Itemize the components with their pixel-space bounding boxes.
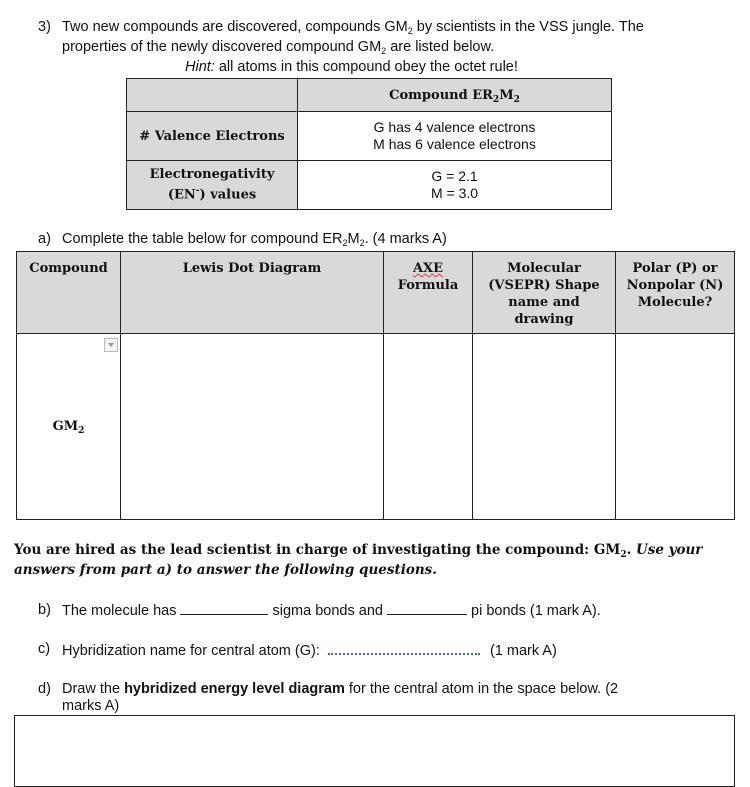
valence-electrons-values: G has 4 valence electrons M has 6 valence electrons <box>298 112 612 161</box>
valence-electrons-label: # Valence Electrons <box>127 112 298 161</box>
part-c-label: c) <box>38 641 51 657</box>
instruction-line-1: You are hired as the lead scientist in charge of investigating the compound: $GM_2$. Use your <box>14 542 703 560</box>
polar-col-header: Polar (P) or Nonpolar (N) Molecule? <box>616 252 735 334</box>
part-d-text-2: marks A) <box>62 698 120 714</box>
compound-cell: $GM_2$ <box>17 334 121 520</box>
part-b-label: b) <box>38 602 51 618</box>
sigma-blank[interactable] <box>180 602 268 615</box>
polar-answer-cell[interactable] <box>616 334 735 520</box>
hybridization-blank[interactable] <box>328 641 480 655</box>
compound-header: Compound $ER_2M_2$ <box>298 79 612 112</box>
lewis-col-header: Lewis Dot Diagram <box>121 252 384 334</box>
compound-col-header: Compound <box>17 252 121 334</box>
axe-answer-cell[interactable] <box>384 334 473 520</box>
shape-col-header: Molecular (VSEPR) Shape name and drawing <box>473 252 616 334</box>
electronegativity-values: G = 2.1 M = 3.0 <box>298 161 612 210</box>
part-a-text: Complete the table below for compound $ER_2M_2$. (4 marks A) <box>62 231 447 248</box>
part-c-text: Hybridization name for central atom (G): (1 mark A) <box>62 643 557 659</box>
question-number: 3) <box>38 19 51 35</box>
axe-col-header: AXE Formula <box>384 252 473 334</box>
dropdown-arrow-icon[interactable] <box>104 338 118 352</box>
hint-text: Hint: all atoms in this compound obey the octet rule! <box>185 59 518 75</box>
instruction-line-2: answers from part a) to answer the following questions. <box>14 562 437 578</box>
drawing-answer-box[interactable] <box>14 715 735 787</box>
pi-blank[interactable] <box>387 602 467 615</box>
part-d-label: d) <box>38 681 51 697</box>
answer-table <box>16 251 735 520</box>
part-b-text: The molecule has sigma bonds and pi bonds (1 mark A). <box>62 603 601 619</box>
lewis-answer-cell[interactable] <box>121 334 384 520</box>
electronegativity-label: Electronegativity (EN-) values <box>127 161 298 210</box>
shape-answer-cell[interactable] <box>473 334 616 520</box>
part-a-label: a) <box>38 231 51 247</box>
properties-table <box>126 78 612 210</box>
question-line-1: Two new compounds are discovered, compounds $GM_2$ by scientists in the VSS jungle. The <box>62 19 644 36</box>
part-d-text-1: Draw the hybridized energy level diagram for the central atom in the space below. (2 <box>62 681 619 697</box>
question-line-2: properties of the newly discovered compound $GM_2$ are listed below. <box>62 39 495 56</box>
